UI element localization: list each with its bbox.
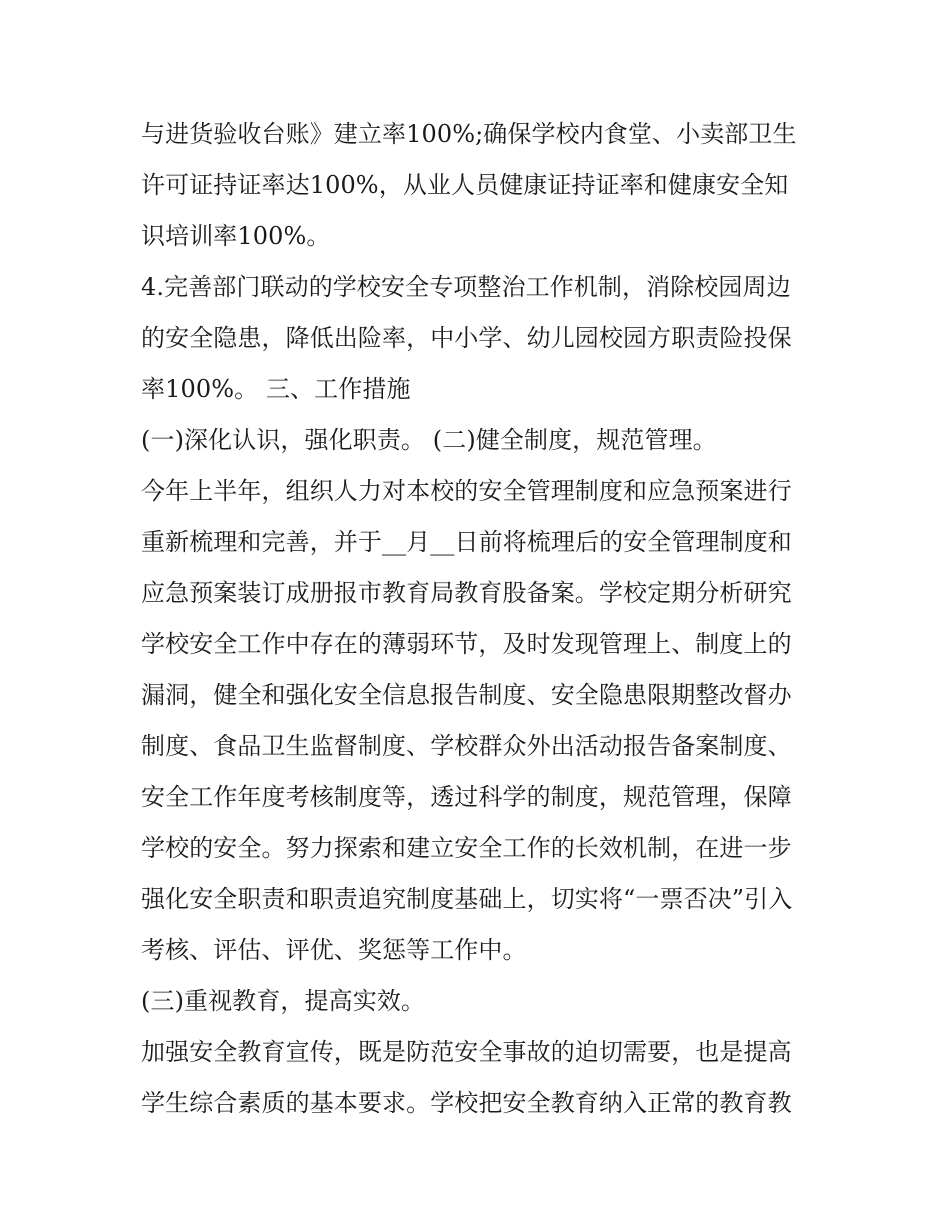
- text-line: 安全工作年度考核制度等，透过科学的制度，规范管理，保障: [141, 783, 792, 811]
- text-line: 与进货验收台账》建立率100%;确保学校内食堂、小卖部卫生: [141, 120, 797, 148]
- text-line: 漏洞，健全和强化安全信息报告制度、安全隐患限期整改督办: [141, 681, 792, 709]
- text-line: 的安全隐患，降低出险率，中小学、幼儿园校园方职责险投保: [141, 324, 792, 352]
- text-line: 学生综合素质的基本要求。学校把安全教育纳入正常的教育教: [141, 1089, 792, 1117]
- text-line: 考核、评估、评优、奖惩等工作中。: [141, 936, 527, 964]
- text-line: 强化安全职责和职责追究制度基础上，切实将“一票否决”引入: [141, 885, 793, 913]
- document-body: [141, 109, 821, 1129]
- text-line: 重新梳理和完善，并于__月__日前将梳理后的安全管理制度和: [141, 528, 792, 556]
- text-line: 应急预案装订成册报市教育局教育股备案。学校定期分析研究: [141, 579, 792, 607]
- text-line: 今年上半年，组织人力对本校的安全管理制度和应急预案进行: [141, 477, 792, 505]
- text-line: (一)深化认识，强化职责。 (二)健全制度，规范管理。: [141, 426, 717, 454]
- text-line: 4.完善部门联动的学校安全专项整治工作机制，消除校园周边: [141, 273, 791, 301]
- text-line: 识培训率100%。: [141, 222, 331, 250]
- text-line: 学校的安全。努力探索和建立安全工作的长效机制，在进一步: [141, 834, 792, 862]
- text-line: (三)重视教育，提高实效。: [141, 987, 426, 1015]
- text-line: 学校安全工作中存在的薄弱环节，及时发现管理上、制度上的: [141, 630, 792, 658]
- text-line: 加强安全教育宣传，既是防范安全事故的迫切需要，也是提高: [141, 1038, 792, 1066]
- text-line: 制度、食品卫生监督制度、学校群众外出活动报告备案制度、: [141, 732, 792, 760]
- text-line: 许可证持证率达100%，从业人员健康证持证率和健康安全知: [141, 171, 789, 199]
- text-line: 率100%。 三、工作措施: [141, 375, 411, 403]
